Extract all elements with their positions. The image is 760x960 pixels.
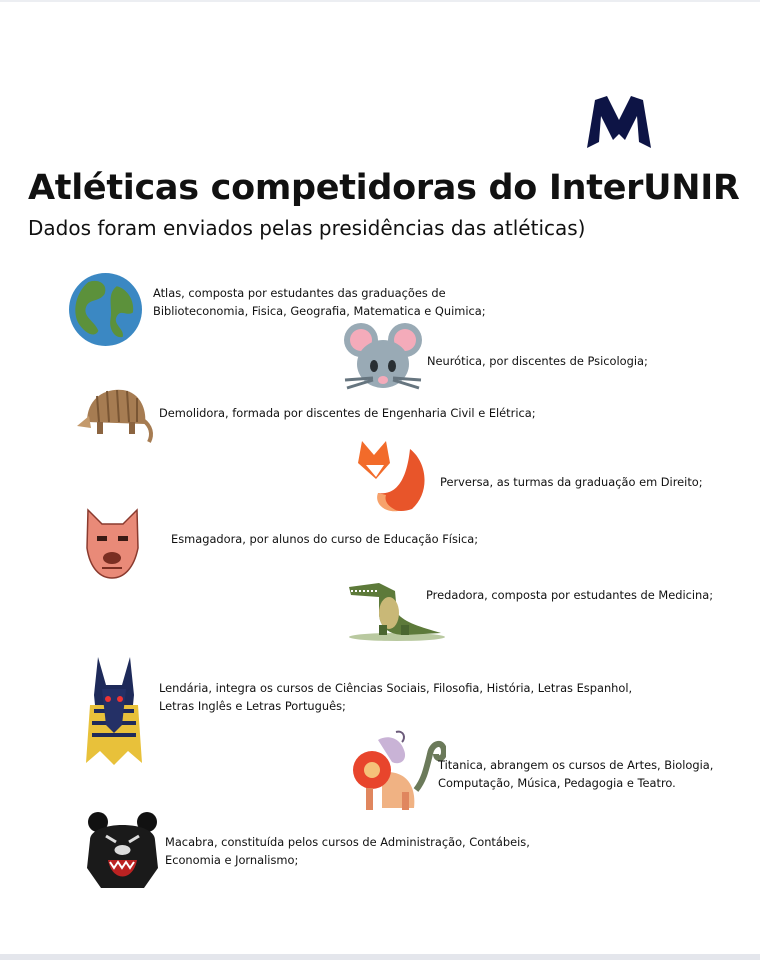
- page-title: Atléticas competidoras do InterUNIR: [28, 168, 740, 208]
- text-line: Economia e Jornalismo;: [165, 853, 299, 867]
- text-line: Demolidora, formada por discentes de Engenharia Civil e Elétrica;: [159, 406, 536, 420]
- item-predadora-text: [426, 586, 713, 604]
- chimera-icon: [352, 730, 446, 812]
- text-line: Perversa, as turmas da graduação em Direito;: [440, 475, 703, 489]
- crocodile-icon: [345, 573, 447, 641]
- globe-icon: [68, 272, 143, 347]
- text-line: Atlas, composta por estudantes das graduações de: [153, 286, 446, 300]
- bottom-divider: [0, 954, 760, 960]
- armadillo-icon: [75, 382, 155, 444]
- text-line: Computação, Música, Pedagogia e Teatro.: [438, 776, 676, 790]
- item-macabra-text: [165, 833, 530, 869]
- anubis-icon: [84, 655, 144, 767]
- item-lendaria-text: [159, 679, 632, 715]
- page-subtitle: Dados foram enviados pelas presidências das atléticas): [28, 216, 586, 240]
- m-logo-icon: [585, 94, 653, 150]
- bear-icon: [84, 810, 161, 889]
- item-neurotica-text: [427, 352, 648, 370]
- item-esmagadora-text: [171, 530, 478, 548]
- text-line: Predadora, composta por estudantes de Medicina;: [426, 588, 714, 602]
- text-line: Lendária, integra os cursos de Ciências Sociais, Filosofia, História, Letras Espanhol,: [159, 681, 633, 695]
- pitbull-icon: [84, 508, 141, 579]
- text-line: Biblioteconomia, Fisica, Geografia, Matematica e Quimica;: [153, 304, 486, 318]
- text-line: Neurótica, por discentes de Psicologia;: [427, 354, 648, 368]
- top-divider: [0, 0, 760, 2]
- item-perversa-text: [440, 473, 703, 491]
- text-line: Letras Inglês e Letras Português;: [159, 699, 346, 713]
- item-titanica-text: [438, 756, 713, 792]
- mouse-icon: [343, 322, 423, 394]
- text-line: Esmagadora, por alunos do curso de Educação Física;: [171, 532, 479, 546]
- text-line: Titanica, abrangem os cursos de Artes, Biologia,: [438, 758, 714, 772]
- fox-icon: [352, 437, 430, 513]
- text-line: Macabra, constituída pelos cursos de Administração, Contábeis,: [165, 835, 530, 849]
- item-atlas-text: [153, 284, 486, 320]
- item-demolidora-text: [159, 404, 536, 422]
